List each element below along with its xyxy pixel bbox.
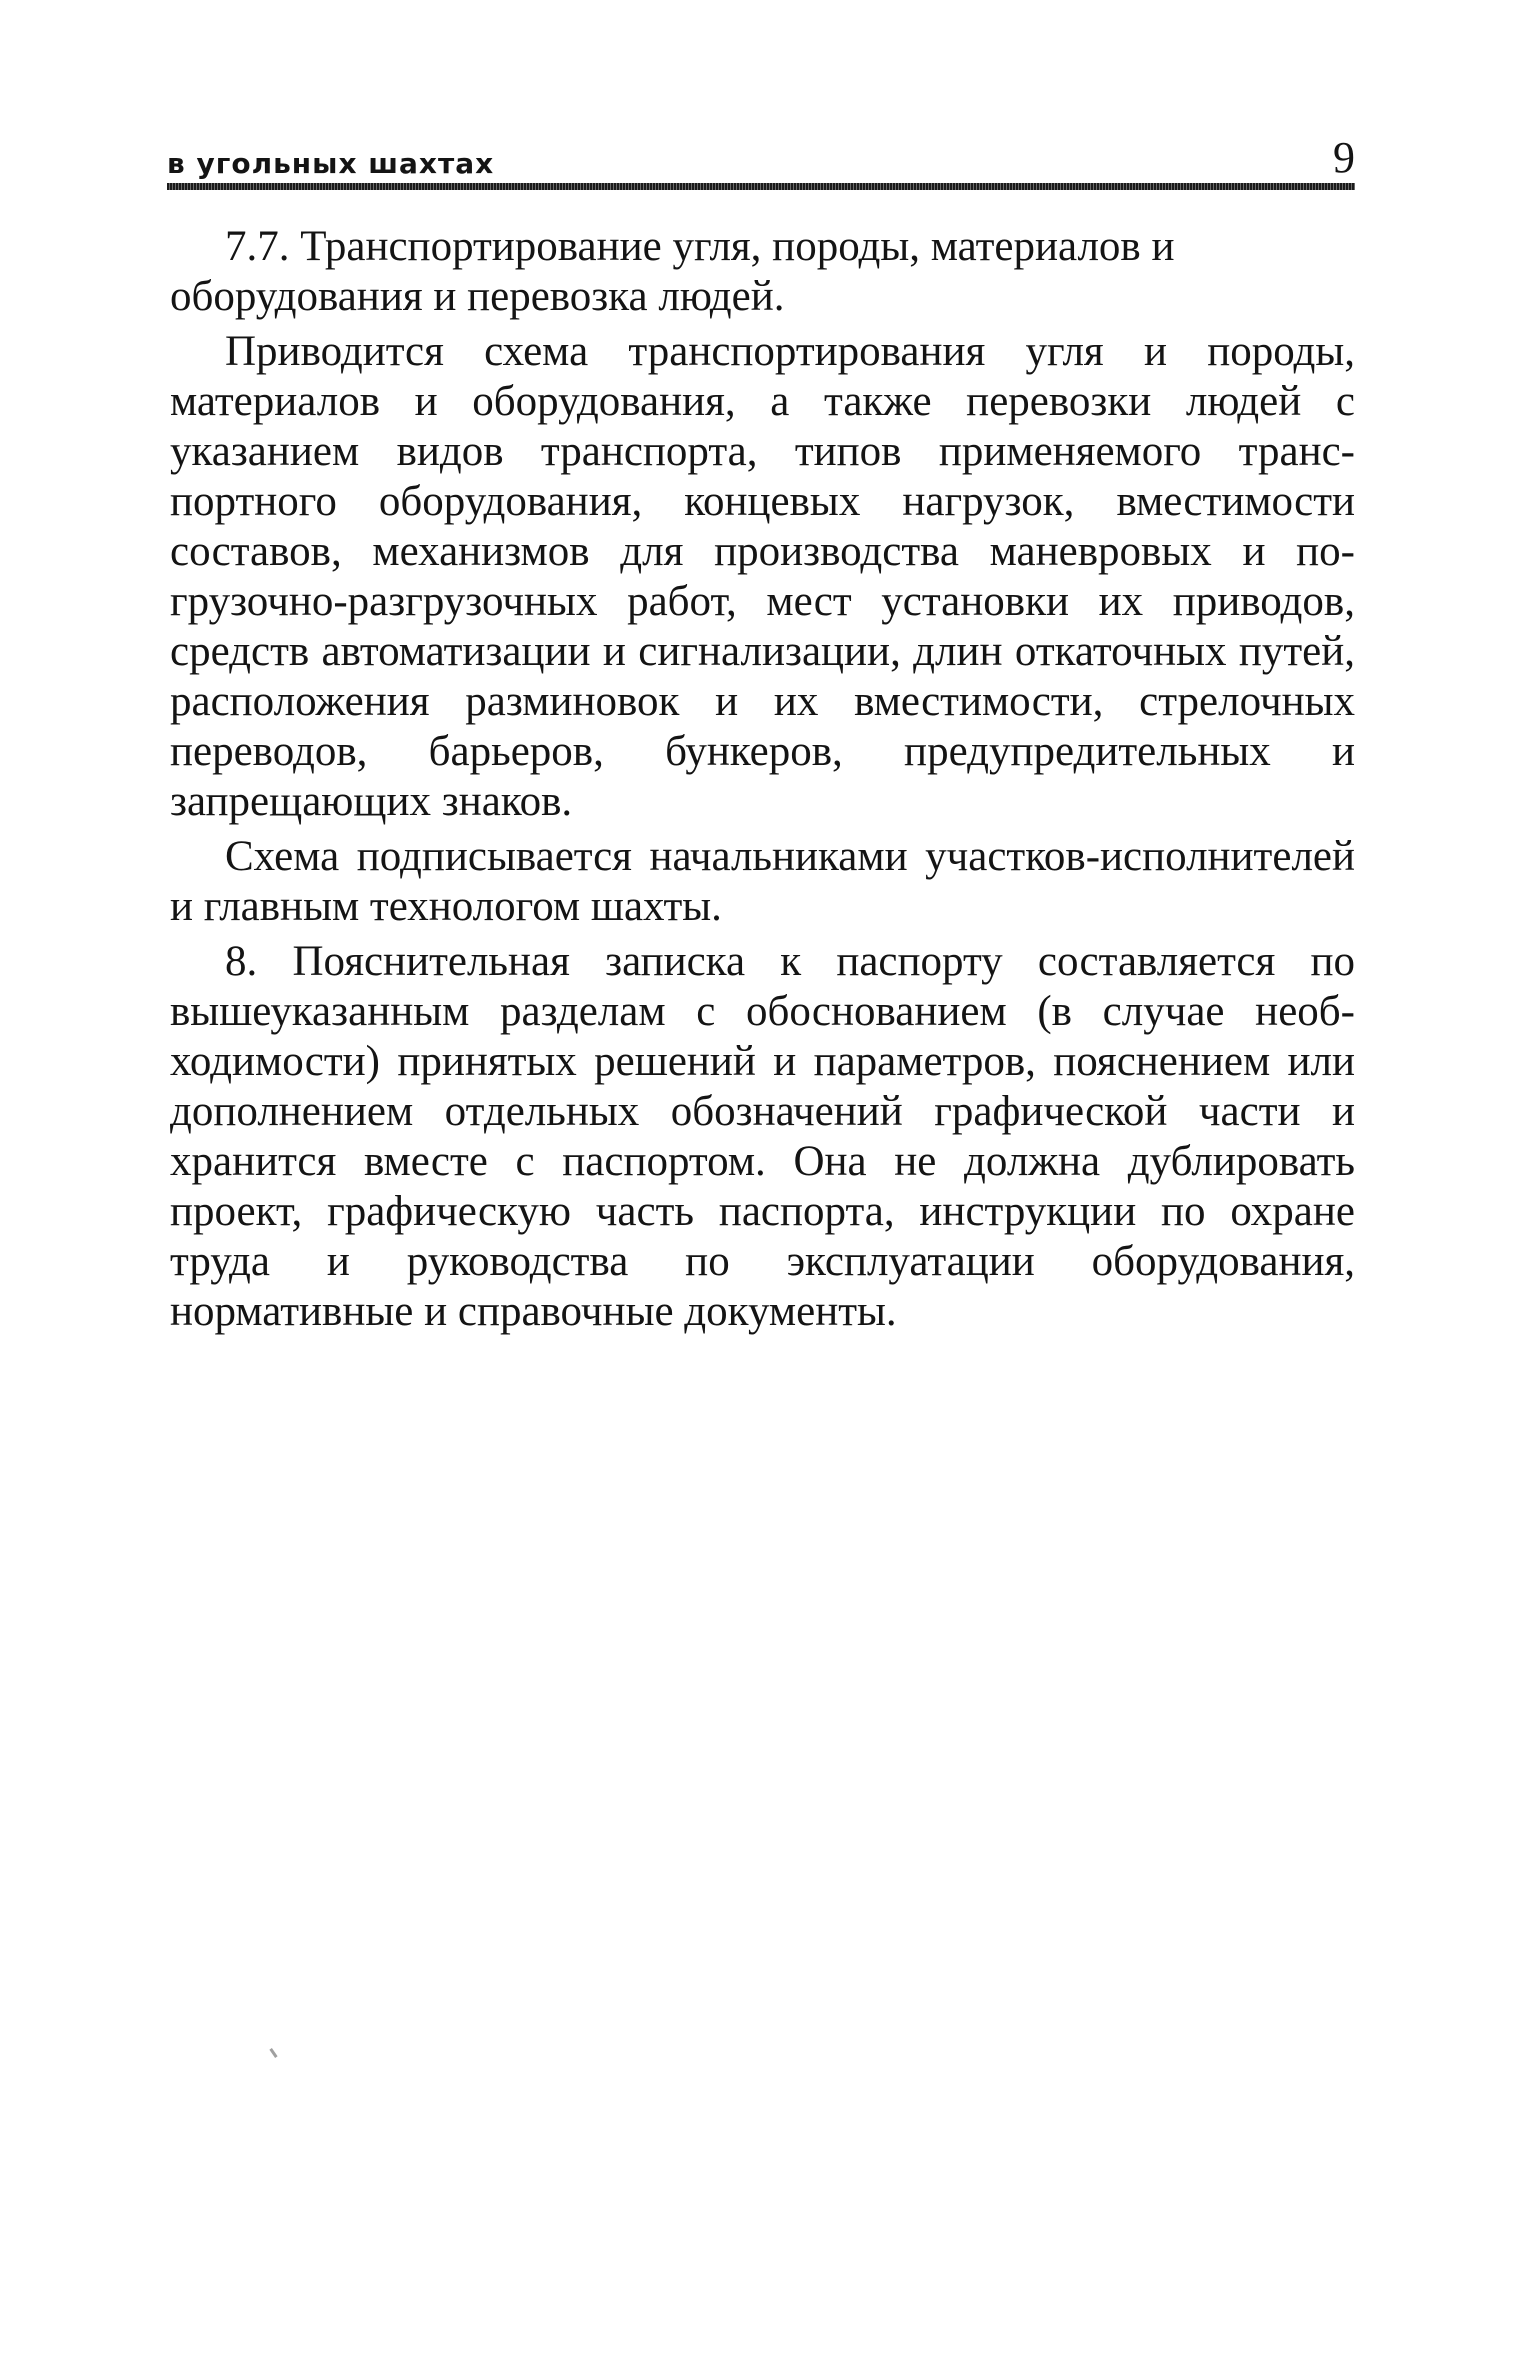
running-head bbox=[167, 133, 1355, 190]
section-8-paragraph: 8. Пояснительная записка к паспорту составляется по вышеуказанным разделам с обоснованием (в случае необходимости) принятых решений и параметров, пояснением или дополнением отдельных обозначений графической части и хранится вместе с паспортом. Она не должна дублировать проект, графическую часть паспорта, инструкции по охране труда и руководства по эксплуатации оборудования, нормативные и справочные документы. bbox=[170, 938, 1355, 1335]
page-number: 9 bbox=[1333, 133, 1355, 182]
running-title: в угольных шахтах bbox=[167, 147, 495, 180]
scheme-signing-paragraph: Схема подписывается начальниками участков-исполнителей и главным технологом шахты. bbox=[170, 833, 1355, 930]
body-text bbox=[170, 222, 1355, 1342]
header-rule bbox=[167, 183, 1355, 190]
scan-speck bbox=[269, 2048, 277, 2058]
section-7-7-paragraph: 7.7. Транспортирование угля, породы, материалов и оборудования и перевозка людей. bbox=[170, 223, 1175, 320]
transport-scheme-paragraph: Приводится схема транспортирования угля и породы, материалов и оборудования, а также перевозки людей с указанием видов транспорта, типов применяемого транспортного оборудования, концевых нагрузок, вместимости составов, механизмов для производства маневровых и погрузочно-разгрузочных работ, мест установки их приводов, средств автоматизации и сигнализации, длин откаточных путей, расположения разминовок и их вместимости, стрелочных переводов, барьеров, бункеров, предупредительных и запрещающих знаков. bbox=[170, 328, 1355, 825]
